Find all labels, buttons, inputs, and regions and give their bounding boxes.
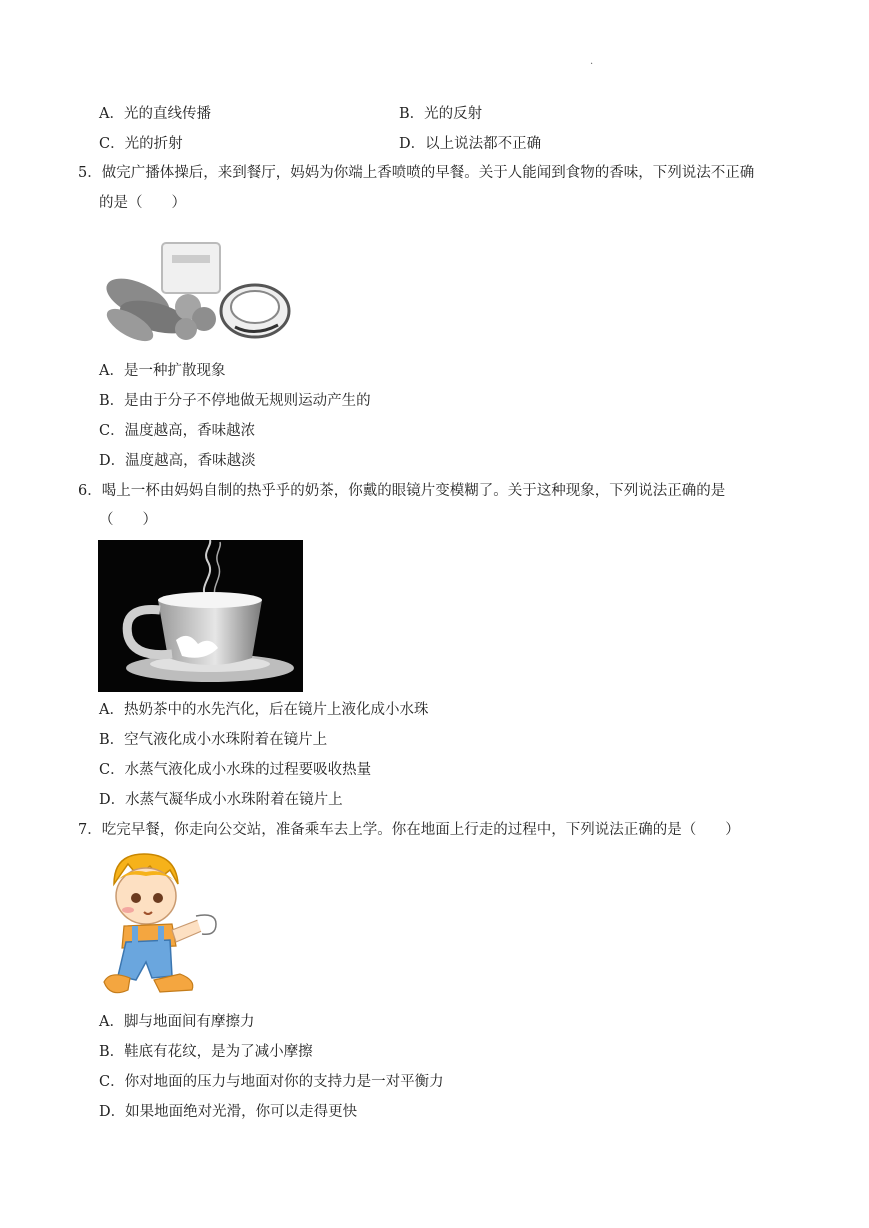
q7-option-c: C．你对地面的压力与地面对你的支持力是一对平衡力	[99, 1074, 444, 1090]
q5-stem-line1: 5．做完广播体操后，来到餐厅，妈妈为你端上香喷喷的早餐。关于人能闻到食物的香味，下列说法不正确	[78, 165, 755, 181]
q7-option-b: B．鞋底有花纹，是为了减小摩擦	[99, 1044, 313, 1060]
q6-stem-line1: 6．喝上一杯由妈妈自制的热乎乎的奶茶，你戴的眼镜片变模糊了。关于这种现象，下列说法正确的是	[78, 483, 726, 499]
q4-option-a: A．光的直线传播	[99, 106, 211, 122]
q7-option-a: A．脚与地面间有摩擦力	[99, 1014, 255, 1030]
q6-option-b: B．空气液化成小水珠附着在镜片上	[99, 732, 328, 748]
header-mark: .	[590, 56, 594, 67]
q4-option-d: D．以上说法都不正确	[399, 136, 542, 152]
hot-cup-photo-icon	[98, 540, 303, 692]
q6-option-c: C．水蒸气液化成小水珠的过程要吸收热量	[99, 762, 372, 778]
q7-option-d: D．如果地面绝对光滑，你可以走得更快	[99, 1104, 358, 1120]
q4-option-c: C．光的折射	[99, 136, 183, 152]
q5-option-a: A．是一种扩散现象	[99, 363, 226, 379]
q4-option-b: B．光的反射	[399, 106, 483, 122]
q6-stem-line2: （ ）	[99, 512, 157, 528]
q6-option-a: A．热奶茶中的水先汽化，后在镜片上液化成小水珠	[99, 702, 429, 718]
q5-option-c: C．温度越高，香味越浓	[99, 423, 256, 439]
breakfast-photo-icon	[100, 237, 292, 352]
walking-child-illustration-icon	[100, 850, 222, 1006]
q5-stem-line2: 的是（ ）	[99, 195, 186, 211]
q6-option-d: D．水蒸气凝华成小水珠附着在镜片上	[99, 792, 343, 808]
q5-option-b: B．是由于分子不停地做无规则运动产生的	[99, 393, 371, 409]
q5-option-d: D．温度越高，香味越淡	[99, 453, 256, 469]
q7-stem-line1: 7．吃完早餐，你走向公交站，准备乘车去上学。你在地面上行走的过程中，下列说法正确的是（ ）	[78, 822, 740, 838]
